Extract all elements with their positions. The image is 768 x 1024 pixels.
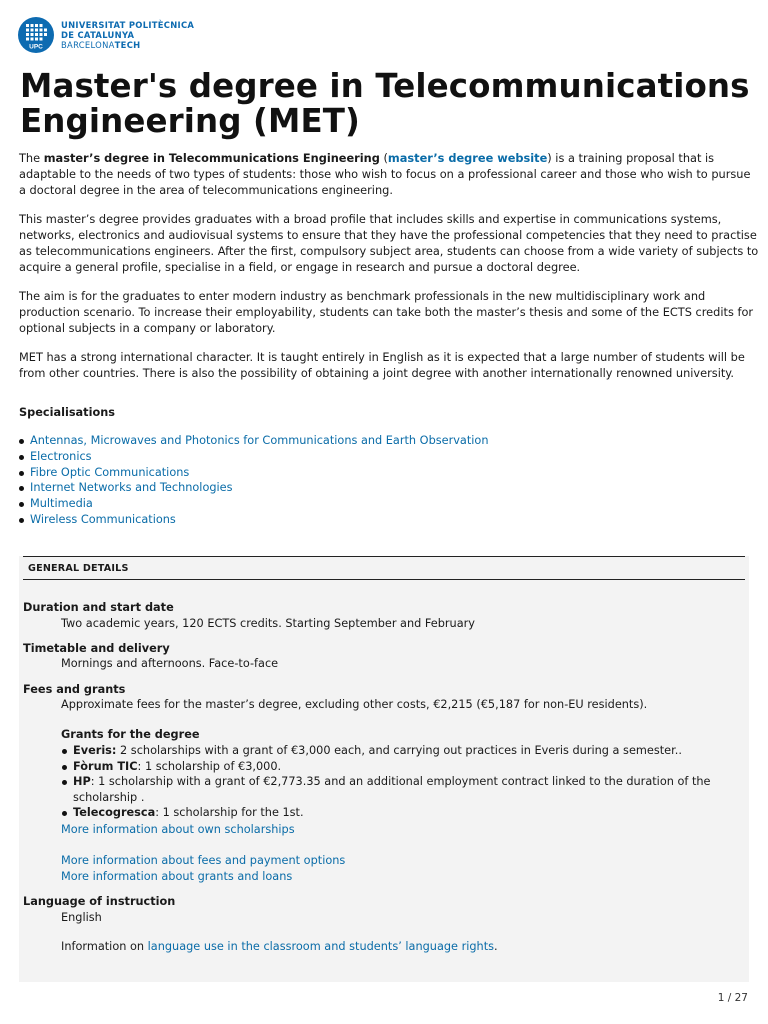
specialisation-link-electronics[interactable]: Electronics bbox=[30, 449, 92, 463]
logo-line-3: BARCELONATECH bbox=[61, 40, 141, 50]
intro-paragraph-2: This master’s degree provides graduates with a broad profile that includes skills and expertise in communications systems, networks, electronics and audiovisual systems to ensure that they have the professional competencies that they need to practise as telecommunications engineers. After the first, compulsory subject area, students can choose from a wide variety of subjects to acquire a general profile, specialise in a field, or engage in research and pursue a doctoral degree. bbox=[19, 212, 759, 274]
masters-website-link[interactable]: master’s degree website bbox=[387, 151, 548, 165]
logo-mark-text: UPC bbox=[29, 43, 43, 51]
duration-value: Two academic years, 120 ECTS credits. Starting September and February bbox=[61, 617, 475, 630]
fees-value: Approximate fees for the master’s degree, excluding other costs, €2,215 (€5,187 for non-EU residents). bbox=[61, 698, 648, 711]
timetable-label: Timetable and delivery bbox=[23, 642, 170, 655]
grant-item-telecogresca: Telecogresca: 1 scholarship for the 1st. bbox=[61, 805, 721, 821]
upc-logo-icon bbox=[18, 17, 54, 53]
specialisation-link-fibre-optic[interactable]: Fibre Optic Communications bbox=[30, 465, 190, 479]
specialisation-item bbox=[0, 465, 488, 481]
specialisation-link-wireless[interactable]: Wireless Communications bbox=[30, 512, 176, 526]
specialisation-link-multimedia[interactable]: Multimedia bbox=[30, 497, 93, 511]
fees-label: Fees and grants bbox=[23, 683, 126, 696]
own-scholarships-link[interactable]: More information about own scholarships bbox=[61, 823, 295, 836]
grants-heading: Grants for the degree bbox=[61, 728, 200, 741]
specialisation-item bbox=[0, 480, 488, 496]
grant-item-forum-tic: Fòrum TIC: 1 scholarship of €3,000. bbox=[61, 759, 721, 775]
intro-paragraph-4: MET has a strong international character. It is taught entirely in English as it is expected that a large number of students will be from other countries. There is also the possibility of obtaining a joint degree with another internationally renowned university. bbox=[19, 350, 745, 380]
logo-line-1: UNIVERSITAT POLITÈCNICA bbox=[61, 20, 195, 30]
timetable-value: Mornings and afternoons. Face-to-face bbox=[61, 657, 279, 670]
specialisation-item bbox=[0, 496, 488, 512]
specialisation-item bbox=[0, 449, 488, 465]
grant-item-everis: Everis: 2 scholarships with a grant of €3,000 each, and carrying out practices in Everis during a semester.. bbox=[61, 743, 721, 759]
intro-paragraph-1: The master’s degree in Telecommunications Engineering (master’s degree website) is a training proposal that is adaptable to the needs of two types of students: those who wish to focus on a professional career and those who wish to pursue a doctoral degree in the area of telecommunications engineering. bbox=[19, 151, 751, 197]
duration-label: Duration and start date bbox=[23, 601, 174, 614]
language-rights-link[interactable]: language use in the classroom and students’ language rights bbox=[147, 940, 495, 953]
specialisations-heading: Specialisations bbox=[19, 406, 115, 419]
page-number: 1 / 27 bbox=[717, 992, 748, 1004]
general-details-box bbox=[19, 556, 749, 982]
grant-item-hp: HP: 1 scholarship with a grant of €2,773.35 and an additional employment contract linked to the duration of the scholarship . bbox=[61, 774, 721, 805]
language-label: Language of instruction bbox=[23, 895, 176, 908]
general-details-header: GENERAL DETAILS bbox=[23, 556, 745, 580]
intro-paragraph-3: The aim is for the graduates to enter modern industry as benchmark professionals in the new multidisciplinary work and production scenario. To increase their employability, students can take both the master’s thesis and some of the ECTS credits for optional subjects in a company or laboratory. bbox=[19, 289, 754, 335]
degree-name: master’s degree in Telecommunications Engineering bbox=[43, 151, 380, 165]
logo-line-2: DE CATALUNYA bbox=[61, 30, 135, 40]
specialisation-link-antennas[interactable]: Antennas, Microwaves and Photonics for Communications and Earth Observation bbox=[30, 434, 489, 447]
language-value: English bbox=[61, 911, 102, 924]
specialisations-list bbox=[0, 433, 488, 528]
specialisation-item bbox=[0, 512, 488, 528]
grants-loans-link[interactable]: More information about grants and loans bbox=[61, 870, 293, 883]
fees-payment-link[interactable]: More information about fees and payment options bbox=[61, 854, 346, 867]
upc-logo bbox=[18, 17, 194, 53]
language-info: Information on language use in the classroom and students’ language rights. bbox=[61, 940, 498, 953]
specialisation-item bbox=[0, 433, 488, 449]
intro-section bbox=[19, 150, 759, 394]
logo-wordmark bbox=[61, 20, 194, 50]
grants-list bbox=[61, 743, 721, 821]
page-title: Master's degree in Telecommunications Engineering (MET) bbox=[20, 67, 750, 140]
specialisation-link-internet-networks[interactable]: Internet Networks and Technologies bbox=[30, 481, 233, 495]
